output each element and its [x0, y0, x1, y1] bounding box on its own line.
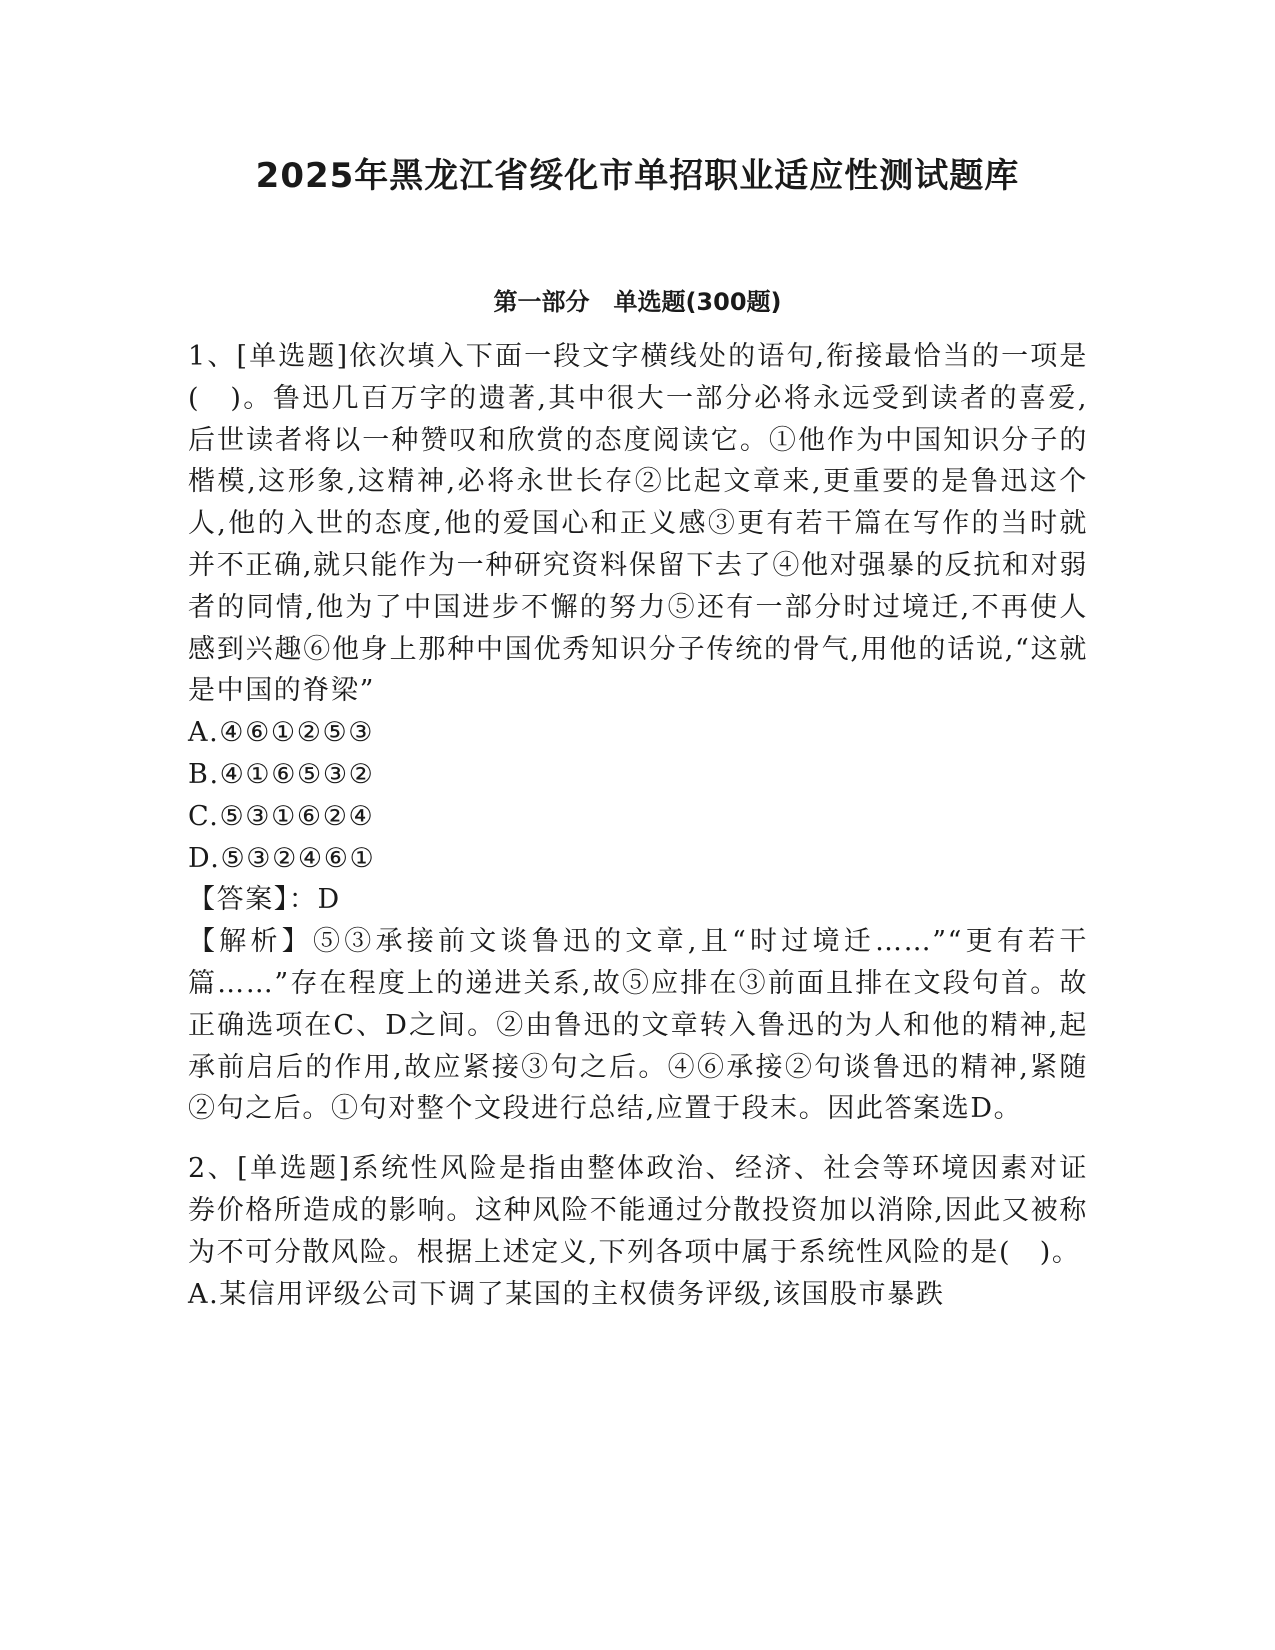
- question-2: [188, 1148, 1088, 1315]
- option-a: A.④⑥①②⑤③: [188, 717, 375, 749]
- section-title: 第一部分 单选题(300题): [493, 288, 782, 316]
- document-title: 2025年黑龙江省绥化市单招职业适应性测试题库: [255, 156, 1020, 196]
- question-stem: 1、[单选题]依次填入下面一段文字横线处的语句,衔接最恰当的一项是( )。鲁迅几百万字的遗著,其中很大一部分必将永远受到读者的喜爱,后世读者将以一种赞叹和欣赏的态度阅读它。①他作为中国知识分子的楷模,这形象,这精神,必将永世长存②比起文章来,更重要的是鲁迅这个人,他的入世的态度,他的爱国心和正义感③更有若干篇在写作的当时就并不正确,就只能作为一种研究资料保留下去了④他对强暴的反抗和对弱者的同情,他为了中国进步不懈的努力⑤还有一部分时过境迁,不再使人感到兴趣⑥他身上那种中国优秀知识分子传统的骨气,用他的话说,“这就是中国的脊梁”: [188, 341, 1088, 707]
- option-a: A.某信用评级公司下调了某国的主权债务评级,该国股市暴跌: [188, 1278, 945, 1310]
- question-list: [188, 336, 1088, 1315]
- analysis-text: 【解析】⑤③承接前文谈鲁迅的文章,且“时过境迁……”“更有若干篇……”存在程度上的递进关系,故⑤应排在③前面且排在文段句首。故正确选项在C、D之间。②由鲁迅的文章转入鲁迅的为人和他的精神,起承前启后的作用,故应紧接③句之后。④⑥承接②句谈鲁迅的精神,紧随②句之后。①句对整个文段进行总结,应置于段末。因此答案选D。: [188, 926, 1088, 1125]
- question-1: [188, 336, 1088, 1130]
- option-d: D.⑤③②④⑥①: [188, 842, 376, 874]
- answer-text: 【答案】：D: [188, 884, 341, 916]
- option-b: B.④①⑥⑤③②: [188, 758, 375, 790]
- question-spacer: [188, 1130, 1088, 1148]
- option-c: C.⑤③①⑥②④: [188, 800, 375, 832]
- question-stem: 2、[单选题]系统性风险是指由整体政治、经济、社会等环境因素对证券价格所造成的影响。这种风险不能通过分散投资加以消除,因此又被称为不可分散风险。根据上述定义,下列各项中属于系统性风险的是( )。: [188, 1153, 1088, 1268]
